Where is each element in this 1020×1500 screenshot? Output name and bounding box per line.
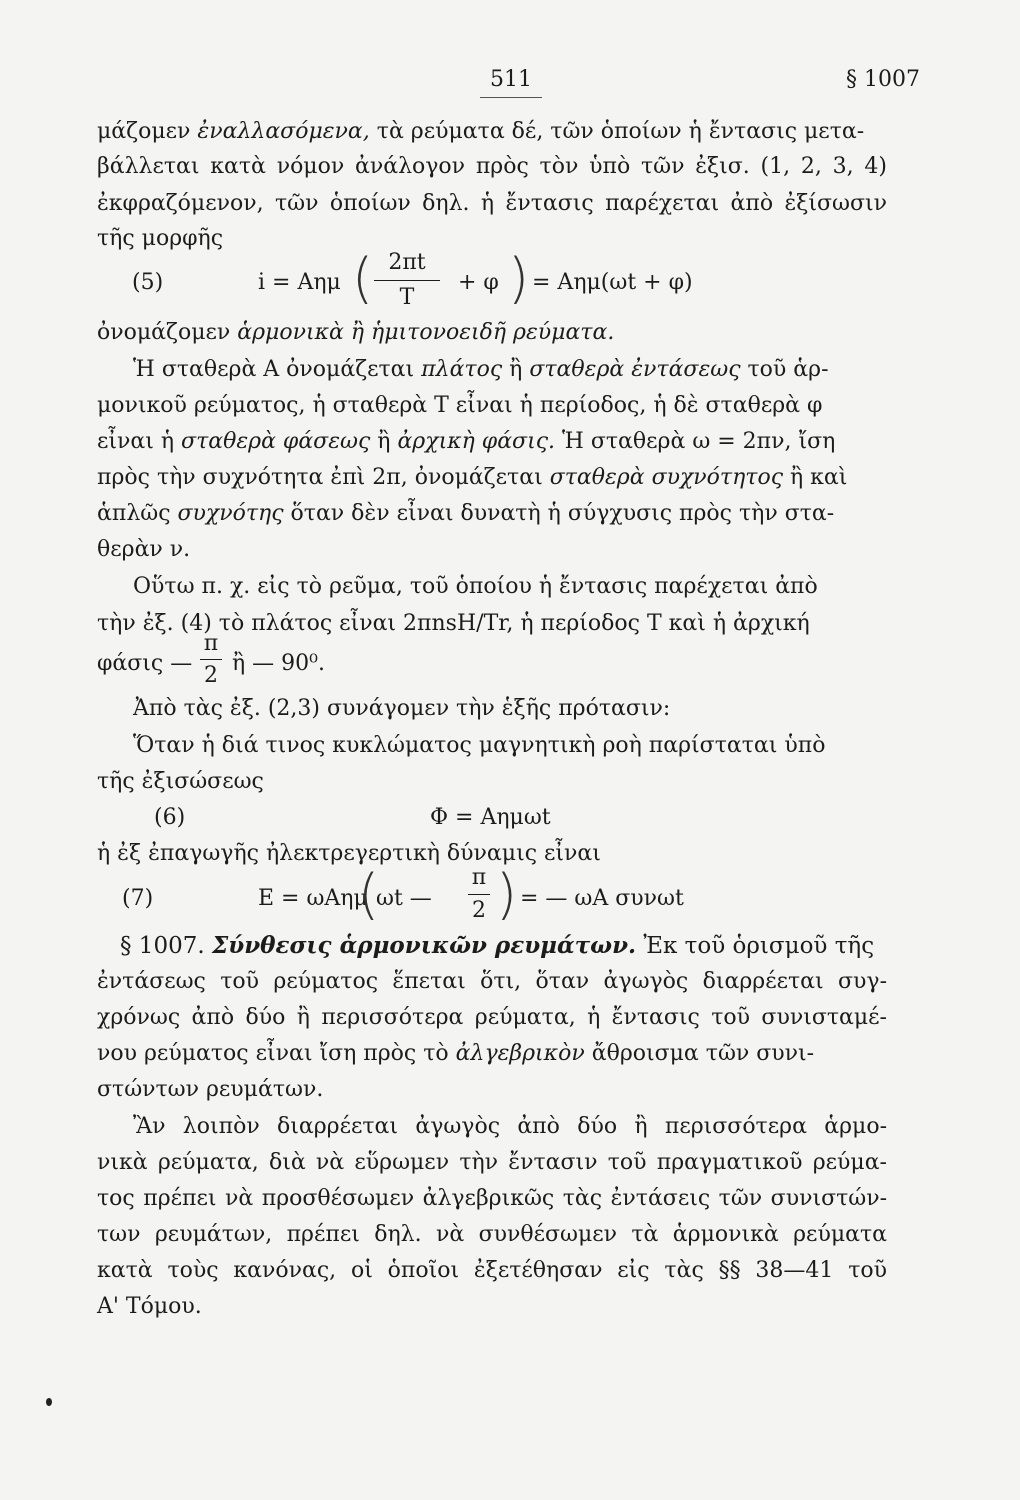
text-line	[97, 318, 887, 348]
right-paren: )	[496, 863, 518, 926]
text-line	[97, 1039, 887, 1069]
text-run: ἢ — 90⁰.	[232, 651, 325, 676]
left-paren: (	[358, 863, 380, 926]
page-number: 511	[480, 67, 542, 92]
equation-lhs: i = Aημ	[258, 270, 341, 295]
text-line: Ἀπὸ τὰς ἐξ. (2,3) συνάγομεν τὴν ἑξῆς πρότασιν:	[133, 696, 671, 721]
italic-term: σταθερὰ ἐντάσεως	[529, 357, 741, 382]
text-run: πρὸς τὴν συχνότητα ἐπὶ 2π, ὀνομάζεται	[97, 465, 550, 490]
text-run: Ἡ σταθερὰ ω = 2πν, ἴση	[555, 429, 836, 454]
italic-term: ἁρμονικὰ ἢ ἡμιτονοειδῆ ρεύματα.	[237, 320, 615, 345]
italic-term: ἀρχικὴ φάσις.	[397, 429, 556, 454]
equation-number: (6)	[154, 805, 186, 830]
equation-number: (5)	[132, 270, 164, 295]
text-line: Ὅταν ἡ διά τινος κυκλώματος μαγνητικὴ ροὴ παρίσταται ὑπὸ	[133, 733, 826, 758]
fraction-bar	[374, 280, 440, 281]
equation-lhs: E = ωAημ	[258, 886, 368, 911]
text-run: ὅταν δὲν εἶναι δυνατὴ ἡ σύγχυσις πρὸς τὴν στα-	[283, 501, 835, 526]
right-paren: )	[508, 247, 530, 310]
fraction-denominator: 2	[204, 663, 218, 688]
text-line: Ἂν λοιπὸν διαρρέεται ἀγωγὸς ἀπὸ δύο ἢ περισσότερα ἁρμο-	[133, 1114, 887, 1139]
text-line: θερὰν ν.	[97, 537, 191, 562]
text-line	[97, 117, 887, 147]
text-line: τῆς μορφῆς	[97, 226, 224, 251]
text-run: ἢ	[370, 429, 398, 454]
text-line	[133, 355, 887, 385]
equation-term: ωt —	[376, 886, 432, 911]
text-line: Οὕτω π. χ. εἰς τὸ ρεῦμα, τοῦ ὁποίου ἡ ἔντασις παρέχεται ἀπὸ	[133, 574, 818, 599]
fraction-bar	[200, 659, 222, 660]
text-line: ἡ ἐξ ἐπαγωγῆς ἠλεκτρεγερτικὴ δύναμις εἶναι	[97, 841, 601, 866]
italic-term: πλάτος	[421, 357, 503, 382]
text-run: ἁπλῶς	[97, 501, 178, 526]
italic-term: σταθερὰ φάσεως	[181, 429, 371, 454]
text-run: Ἡ σταθερὰ Α ὀνομάζεται	[133, 357, 422, 382]
text-line: τος πρέπει νὰ προσθέσωμεν ἀλγεβρικῶς τὰς ἐντάσεις τῶν συνιστών-	[97, 1186, 887, 1211]
fraction-denominator: T	[399, 285, 415, 310]
section-title: Σύνθεσις ἁρμονικῶν ρευμάτων.	[211, 932, 637, 959]
italic-term: ἐναλλασόμενα,	[197, 119, 370, 144]
text-run: μάζομεν	[97, 119, 191, 144]
text-line: τῆς ἐξισώσεως	[97, 769, 264, 794]
equation-term: + φ	[458, 270, 499, 295]
text-line: χρόνως ἀπὸ δύο ἢ περισσότερα ρεύματα, ἡ ἔντασις τοῦ συνισταμέ-	[97, 1005, 887, 1030]
fraction-numerator: π	[471, 865, 487, 890]
equation-6: Φ = Αημωt	[430, 805, 551, 830]
fraction-numerator: π	[203, 631, 219, 656]
equation-rhs: = — ωA συνωt	[520, 886, 684, 911]
text-run: ἢ καὶ	[783, 465, 848, 490]
section-number: § 1007.	[120, 933, 205, 959]
fraction-denominator: 2	[472, 898, 486, 923]
fraction-numerator: 2πt	[388, 250, 426, 275]
text-line	[97, 463, 887, 493]
section-heading-line	[120, 931, 887, 961]
text-run: εἶναι ἡ	[97, 429, 182, 454]
equation-rhs: = Aημ(ωt + φ)	[532, 270, 693, 295]
italic-term: συχνότης	[177, 501, 284, 526]
text-line: νικὰ ρεύματα, διὰ νὰ εὕρωμεν τὴν ἔντασιν τοῦ πραγματικοῦ ρεύμα-	[97, 1150, 887, 1175]
text-run: φάσις —	[97, 651, 193, 676]
text-line: στώντων ρευμάτων.	[97, 1077, 324, 1102]
running-section-header: § 1007	[846, 67, 920, 92]
text-run: ὀνομάζομεν	[97, 320, 231, 345]
italic-term: ἀλγεβρικὸν	[455, 1041, 585, 1066]
text-run: ἢ	[502, 357, 530, 382]
text-run: νου ρεύματος εἶναι ἴση πρὸς τὸ	[97, 1041, 456, 1066]
text-run: Ἐκ τοῦ ὁρισμοῦ τῆς	[643, 933, 875, 959]
text-line: ἐκφραζόμενον, τῶν ὁποίων δηλ. ἡ ἔντασις παρέχεται ἀπὸ ἐξίσωσιν	[97, 191, 887, 216]
text-run: τοῦ ἁρ-	[740, 357, 829, 382]
text-line: των ρευμάτων, πρέπει δηλ. νὰ συνθέσωμεν τὰ ἁρμονικὰ ρεύματα	[97, 1222, 887, 1247]
text-run: ἡ δὲ σταθερὰ φ	[646, 393, 823, 418]
text-run: τὰ ρεύματα δέ, τῶν ὁποίων ἡ ἔντασις μετα-	[376, 119, 865, 144]
text-line	[97, 427, 887, 457]
fraction-bar	[468, 894, 490, 895]
text-run: μονικοῦ ρεύματος, ἡ σταθερὰ Τ εἶναι ἡ	[97, 393, 540, 418]
text-line	[97, 499, 887, 529]
margin-ink-dot	[46, 1398, 52, 1406]
text-run: περίοδος,	[539, 393, 647, 418]
text-line: τὴν ἐξ. (4) τὸ πλάτος εἶναι 2πnsH/Tr, ἡ περίοδος Τ καὶ ἡ ἀρχική	[97, 611, 810, 636]
left-paren: (	[352, 247, 374, 310]
text-line: ἐντάσεως τοῦ ρεύματος ἕπεται ὅτι, ὅταν ἀγωγὸς διαρρέεται συγ-	[97, 969, 887, 994]
text-run: ἄθροισμα τῶν συνι-	[584, 1041, 815, 1066]
equation-number: (7)	[122, 886, 154, 911]
text-line: Α' Τόμου.	[97, 1294, 202, 1319]
text-line: βάλλεται κατὰ νόμον ἀνάλογον πρὸς τὸν ὑπὸ τῶν ἐξισ. (1, 2, 3, 4)	[97, 154, 887, 179]
text-line	[97, 391, 887, 421]
text-line: κατὰ τοὺς κανόνας, οἱ ὁποῖοι ἐξετέθησαν εἰς τὰς §§ 38—41 τοῦ	[97, 1258, 887, 1283]
italic-term: σταθερὰ συχνότητος	[549, 465, 784, 490]
